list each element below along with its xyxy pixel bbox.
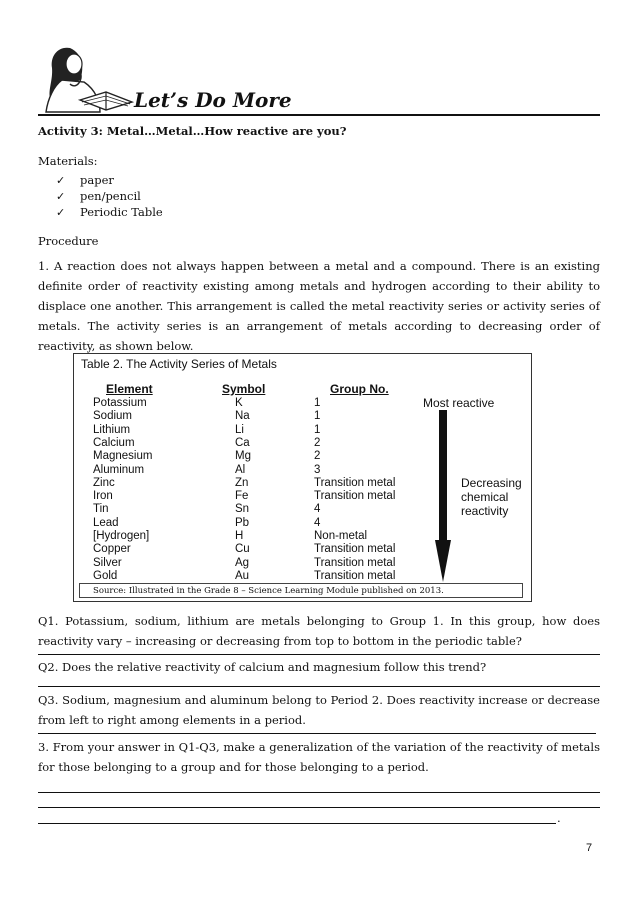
table-row: Iron Fe Transition metal bbox=[93, 490, 396, 503]
table-row: Copper Cu Transition metal bbox=[93, 543, 396, 556]
answer-line bbox=[38, 654, 600, 655]
answer-line bbox=[38, 823, 556, 824]
question-3: Q3. Sodium, magnesium and aluminum belong to Period 2. Does reactivity increase or decrease from left to right among elements in a period. bbox=[38, 693, 600, 727]
materials-heading: Materials: bbox=[38, 154, 98, 168]
table-row: Lithium Li 1 bbox=[93, 423, 321, 436]
question-1: Q1. Potassium, sodium, lithium are metals belonging to Group 1. In this group, how does reactivity vary – increasing or decreasing from top to bottom in the periodic table? bbox=[38, 614, 600, 648]
table-row: Potassium K 1 bbox=[93, 397, 321, 409]
table-row: [Hydrogen] H Non-metal bbox=[93, 530, 368, 542]
table-row: Sodium Na 1 bbox=[93, 410, 321, 423]
activity-title: Activity 3: Metal…Metal…How reactive are you? bbox=[38, 124, 347, 138]
most-reactive-label: Most reactive bbox=[423, 396, 495, 410]
checkmark-icon: ✓ bbox=[56, 189, 66, 203]
table-row: Aluminum Al 3 bbox=[93, 463, 321, 476]
table-title: Table 2. The Activity Series of Metals bbox=[81, 357, 277, 371]
question-2: Q2. Does the relative reactivity of calcium and magnesium follow this trend? bbox=[38, 660, 487, 674]
col-header-symbol: Symbol bbox=[222, 382, 266, 396]
col-header-group: Group No. bbox=[330, 382, 389, 396]
activity-series-table bbox=[73, 353, 532, 602]
page-number: 7 bbox=[586, 842, 593, 854]
list-item: ✓ paper bbox=[56, 173, 114, 187]
table-row: Calcium Ca 2 bbox=[93, 436, 321, 449]
table-row: Gold Au Transition metal bbox=[93, 569, 396, 582]
col-header-element: Element bbox=[106, 382, 153, 396]
materials-list bbox=[56, 172, 163, 220]
section-title: Let’s Do More bbox=[134, 88, 292, 112]
table-source-note: Source: Illustrated in the Grade 8 – Science Learning Module published on 2013. bbox=[79, 583, 523, 598]
list-item: ✓ Periodic Table bbox=[56, 205, 163, 219]
answer-line bbox=[38, 686, 600, 687]
decreasing-reactivity-label: Decreasing chemical reactivity bbox=[461, 476, 522, 518]
table-row: Tin Sn 4 bbox=[93, 503, 321, 516]
checkmark-icon: ✓ bbox=[56, 205, 66, 219]
procedure-paragraph: 1. A reaction does not always happen between a metal and a compound. There is an existing definite order of reactivity existing among metals and hydrogen according to their ability to displace one another. This arrangement is called the metal reactivity series or activity series of metals. The activity series is an arrangement of metals according to decreasing order of reactivity, as shown below. bbox=[38, 259, 600, 353]
question-4: 3. From your answer in Q1-Q3, make a generalization of the variation of the reactivity of metals for those belonging to a group and for those belonging to a period. bbox=[38, 740, 600, 774]
decreasing-arrow-icon bbox=[434, 410, 452, 582]
answer-line bbox=[38, 733, 596, 734]
table-row: Magnesium Mg 2 bbox=[93, 450, 321, 463]
table-row: Lead Pb 4 bbox=[93, 516, 321, 529]
table-row: Zinc Zn Transition metal bbox=[93, 476, 396, 489]
final-period: . bbox=[557, 811, 561, 825]
list-item: ✓ pen/pencil bbox=[56, 189, 141, 203]
checkmark-icon: ✓ bbox=[56, 173, 66, 187]
answer-line bbox=[38, 792, 600, 793]
procedure-heading: Procedure bbox=[38, 234, 99, 248]
banner-divider bbox=[38, 114, 600, 116]
table-row: Silver Ag Transition metal bbox=[93, 556, 396, 569]
answer-line bbox=[38, 807, 600, 808]
reading-girl-illustration bbox=[40, 40, 136, 114]
